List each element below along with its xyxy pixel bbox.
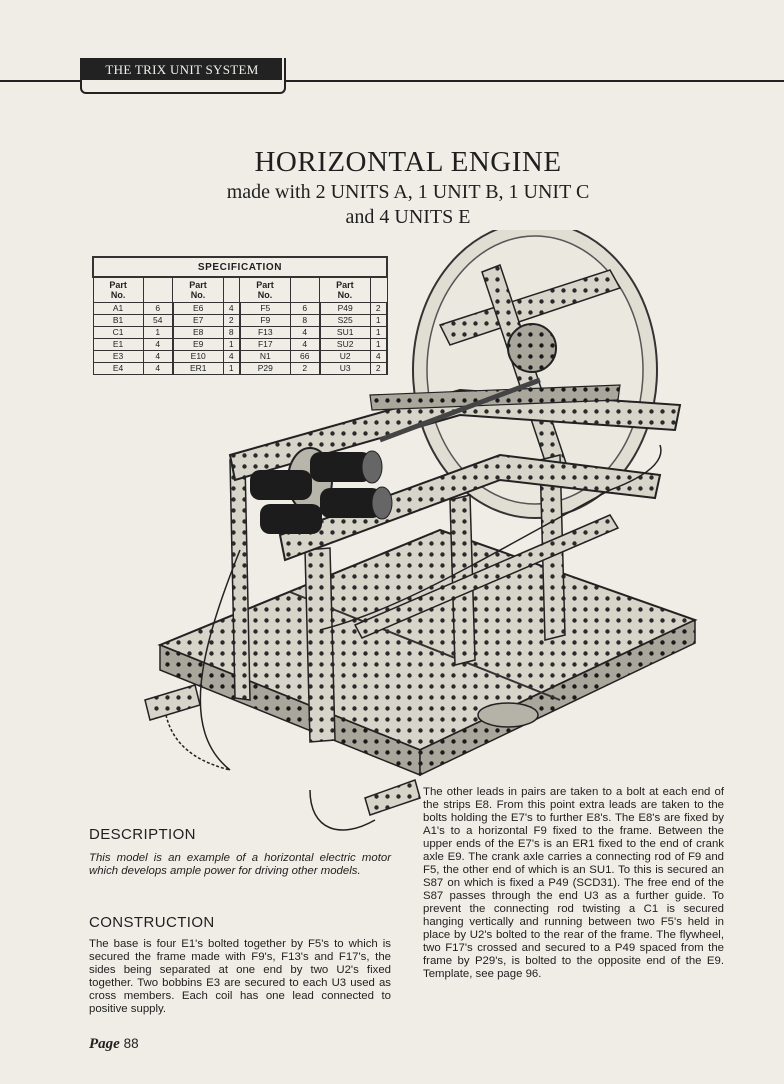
spec-part-no: E6 — [173, 303, 223, 315]
spec-quantity: 2 — [290, 363, 320, 375]
spec-caption: SPECIFICATION — [93, 257, 387, 277]
spec-quantity: 1 — [143, 327, 173, 339]
page-number — [89, 1036, 139, 1053]
spec-part-no: E10 — [173, 351, 223, 363]
spec-quantity: 66 — [290, 351, 320, 363]
spec-quantity: 4 — [223, 303, 240, 315]
spec-quantity: 1 — [370, 339, 387, 351]
spec-header-part-word: Part — [256, 280, 274, 290]
spec-part-no: F13 — [240, 327, 290, 339]
spec-header-part-word: Part — [189, 280, 207, 290]
spec-part-no: E1 — [93, 339, 143, 351]
spec-part-no: SU1 — [320, 327, 370, 339]
construction-text-right: The other leads in pairs are taken to a bolt at each end of the strips E8. From this point extra leads are taken to the bolts holding the E7's to further E8's. The E8's are fixed by A1's to a horizontal F9 fixed to the frame. Between the upper ends of the E7's is an ER1 fixed to the end of crank axle E9. The crank axle carries a connecting rod of F9 and F5, the other end of which is an SU1. To this is secured an S87 on which is fixed a P49 (SCD31). The free end of the S87 passes through the end U3 as a further guide. To prevent the connecting rod twisting a C1 is secured hanging vertically and running between two F5's held in place by U2's bolted to the rear of the frame. The flywheel, two F17's crossed and secured to a P49 spaced from the frame by P29's, is bolted to the opposite end of the E9. Template, see page 96. — [423, 786, 724, 980]
loose-strip — [365, 780, 420, 815]
spec-part-no: F5 — [240, 303, 290, 315]
spec-quantity: 54 — [143, 315, 173, 327]
spec-quantity: 4 — [223, 351, 240, 363]
spec-part-no: E9 — [173, 339, 223, 351]
spec-quantity: 8 — [290, 315, 320, 327]
description-text: This model is an example of a horizontal electric motor which develops ample power for driving other models. — [89, 852, 391, 877]
spec-header-no-word: No. — [110, 290, 126, 300]
spec-part-no: N1 — [240, 351, 290, 363]
spec-quantity: 1 — [223, 363, 240, 375]
spec-part-no: E7 — [173, 315, 223, 327]
spec-header-no-word: No. — [337, 290, 353, 300]
spec-part-no: SU2 — [320, 339, 370, 351]
spec-quantity: 4 — [143, 339, 173, 351]
spec-part-no: B1 — [93, 315, 143, 327]
engine-illustration — [140, 230, 700, 840]
spec-part-no: ER1 — [173, 363, 223, 375]
spec-part-no: C1 — [93, 327, 143, 339]
spec-part-no: F17 — [240, 339, 290, 351]
spec-header-no-word: No. — [257, 290, 273, 300]
description-heading: DESCRIPTION — [89, 826, 196, 843]
spec-part-no: E4 — [93, 363, 143, 375]
spec-quantity: 4 — [290, 339, 320, 351]
spec-part-no: P49 — [320, 303, 370, 315]
spec-header-part — [93, 277, 143, 303]
spec-quantity: 4 — [370, 351, 387, 363]
spec-part-no: A1 — [93, 303, 143, 315]
spec-quantity: 1 — [370, 315, 387, 327]
spec-header-part-word: Part — [109, 280, 127, 290]
construction-text-left: The base is four E1's bolted together by F5's to which is secured the frame made with F9's, F13's and F17's, the sides being separated at one end by two U2's fixed together. Two bobbins E3 are secured to each U3 used as cross members. Each coil has one lead connected to positive supply. — [89, 938, 391, 1015]
spec-quantity: 1 — [370, 327, 387, 339]
spec-quantity: 4 — [143, 351, 173, 363]
spec-header-no-word: No. — [190, 290, 206, 300]
subtitle-line-2: and 4 UNITS E — [345, 206, 471, 228]
spec-part-no: S25 — [320, 315, 370, 327]
loose-strip — [145, 685, 200, 720]
spec-part-no: U2 — [320, 351, 370, 363]
page-title: HORIZONTAL ENGINE — [254, 146, 562, 178]
spec-quantity: 2 — [370, 363, 387, 375]
spec-quantity: 6 — [143, 303, 173, 315]
spec-quantity: 2 — [223, 315, 240, 327]
construction-heading: CONSTRUCTION — [89, 914, 215, 931]
spec-part-no: P29 — [240, 363, 290, 375]
page-number-value: 88 — [123, 1036, 139, 1051]
subtitle-line-1: made with 2 UNITS A, 1 UNIT B, 1 UNIT C — [226, 181, 590, 203]
spec-quantity: 2 — [370, 303, 387, 315]
spec-part-no: U3 — [320, 363, 370, 375]
spec-part-no: E3 — [93, 351, 143, 363]
spec-part-no: F9 — [240, 315, 290, 327]
page-word: Page — [89, 1036, 120, 1052]
spec-header-part-word: Part — [336, 280, 354, 290]
spec-quantity: 4 — [143, 363, 173, 375]
section-label: THE TRIX UNIT SYSTEM — [82, 58, 282, 80]
spec-part-no: E8 — [173, 327, 223, 339]
spec-quantity: 4 — [290, 327, 320, 339]
spec-quantity: 1 — [223, 339, 240, 351]
spec-quantity: 8 — [223, 327, 240, 339]
spec-quantity: 6 — [290, 303, 320, 315]
